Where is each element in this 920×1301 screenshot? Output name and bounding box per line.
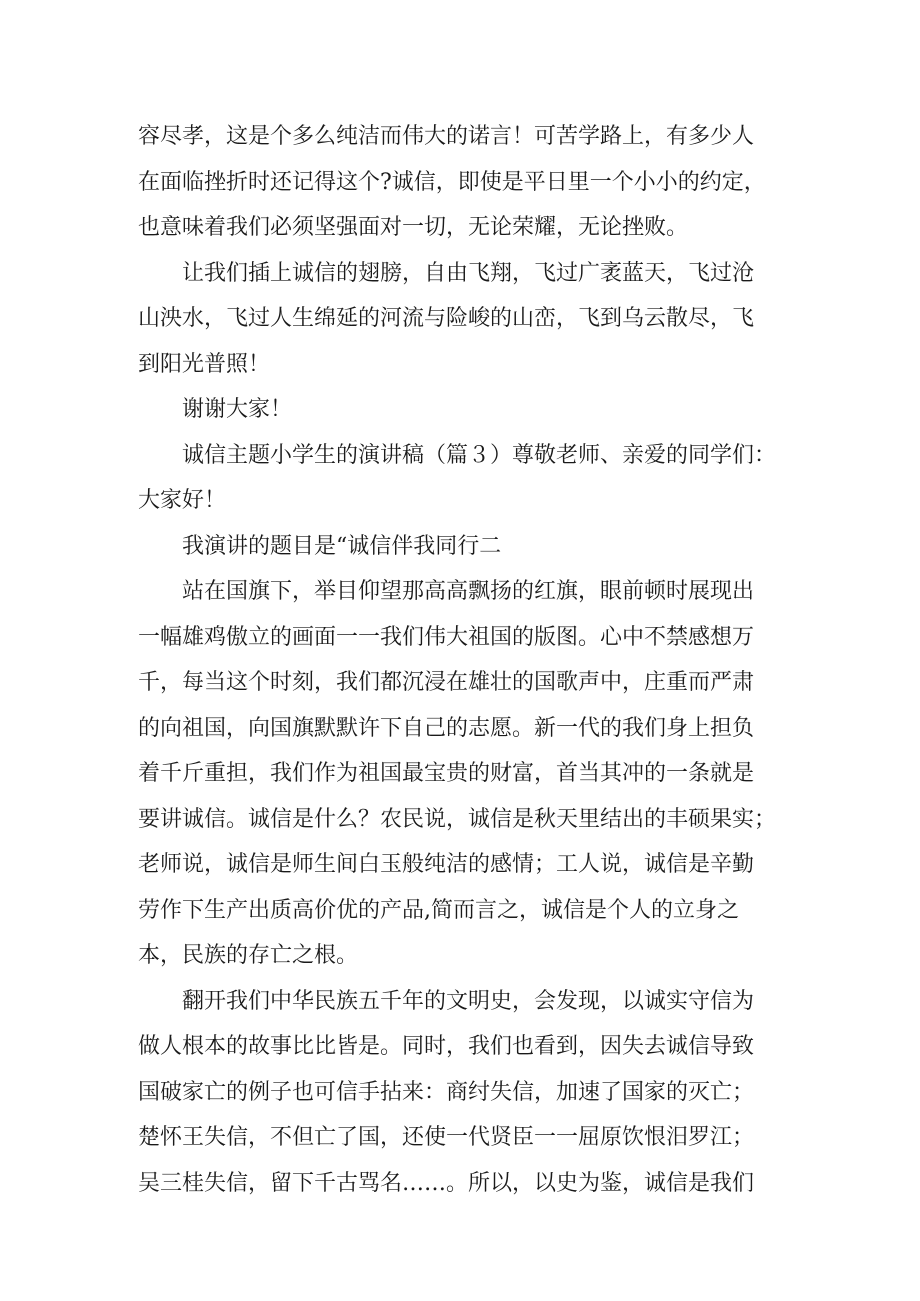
paragraph xyxy=(138,979,786,1207)
paragraph xyxy=(138,524,786,570)
text-line: 我演讲的题目是“诚信伴我同行二 xyxy=(182,533,502,559)
text-line: 楚怀王失信，不但亡了国，还使一代贤臣一一屈原饮恨汨罗江； xyxy=(138,1125,755,1150)
text-line: 站在国旗下，举目仰望那高高飘扬的红旗，眼前顿时展现出 xyxy=(182,579,755,604)
text-line: 翻开我们中华民族五千年的文明史，会发现，以诚实守信为 xyxy=(182,988,755,1014)
text-line: 国破家亡的例子也可信手拈来：商纣失信，加速了国家的灭亡； xyxy=(138,1079,755,1105)
text-line: 大家好！ xyxy=(138,488,227,513)
text-line: 的向祖国，向国旗默默许下自己的志愿。新一代的我们身上担负 xyxy=(138,715,755,741)
text-line: 吴三桂失信，留下千古骂名……。所以，以史为鉴，诚信是我们 xyxy=(138,1170,755,1196)
text-line: 做人根本的故事比比皆是。同时，我们也看到，因失去诚信导致 xyxy=(138,1034,755,1059)
text-line: 山泱水，飞过人生绵延的河流与险峻的山峦，飞到乌云散尽，飞 xyxy=(138,306,755,331)
text-line: 谢谢大家！ xyxy=(182,397,293,422)
paragraph xyxy=(138,114,786,251)
text-line: 本，民族的存亡之根。 xyxy=(138,943,359,968)
text-line: 也意味着我们必须坚强面对一切，无论荣耀，无论挫败。 xyxy=(138,215,689,240)
text-line: 在面临挫折时还记得这个?诚信，即使是平日里一个小小的约定， xyxy=(138,169,766,195)
paragraph xyxy=(138,433,786,524)
text-line: 千，每当这个时刻，我们都沉浸在雄壮的国歌声中，庄重而严肃 xyxy=(138,670,755,695)
text-line: 要讲诚信。诚信是什么？农民说，诚信是秋天里结出的丰硕果实； xyxy=(138,806,777,832)
text-line: 着千斤重担，我们作为祖国最宝贵的财富，首当其冲的一条就是 xyxy=(138,761,755,786)
text-line: 诚信主题小学生的演讲稿（篇３）尊敬老师、亲爱的同学们： xyxy=(182,442,777,468)
document-body xyxy=(138,114,786,1206)
text-line: 容尽孝，这是个多么纯洁而伟大的诺言！可苦学路上，有多少人 xyxy=(138,124,755,149)
text-line: 让我们插上诚信的翅膀，自由飞翔，飞过广袤蓝天，飞过沧 xyxy=(182,260,755,286)
paragraph xyxy=(138,387,786,433)
text-line: 到阳光普照！ xyxy=(138,351,271,377)
text-line: 老师说，诚信是师生间白玉般纯洁的感情；工人说，诚信是辛勤 xyxy=(138,852,755,877)
paragraph xyxy=(138,569,786,979)
paragraph xyxy=(138,251,786,388)
text-line: 一幅雄鸡傲立的画面一一我们伟大祖国的版图。心中不禁感想万 xyxy=(138,624,755,650)
text-line: 劳作下生产出质高价优的产品,简而言之，诚信是个人的立身之 xyxy=(138,897,739,923)
